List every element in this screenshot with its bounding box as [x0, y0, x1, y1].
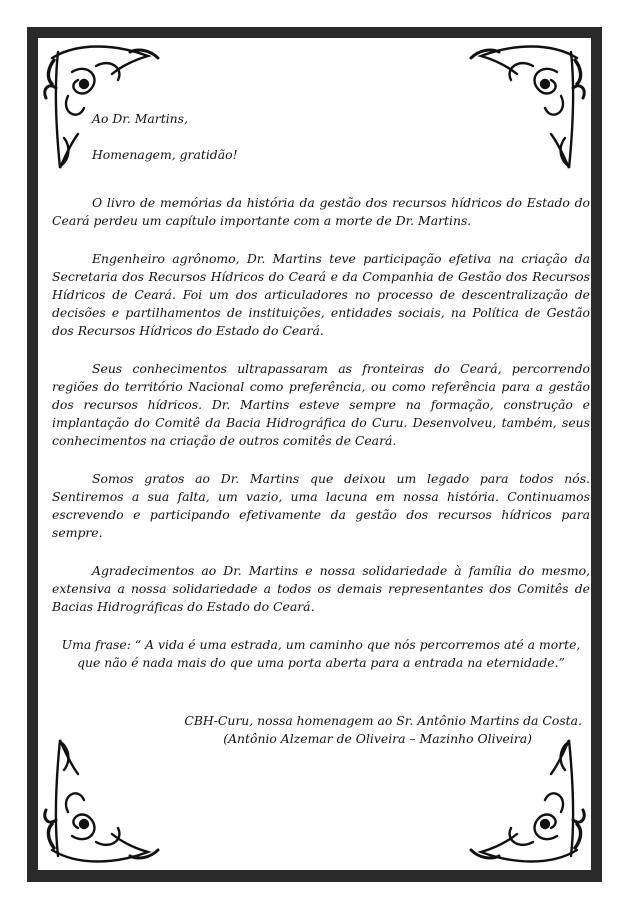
salutation: Ao Dr. Martins,	[92, 111, 188, 126]
quote: Uma frase: “ A vida é uma estrada, um caminho que nós percorremos até a morte, que não é nada mais do que uma porta aberta para a entrada na eternidade.”	[61, 637, 581, 670]
signature-author: (Antônio Alzemar de Oliveira – Mazinho Oliveira)	[223, 731, 532, 746]
paragraph: Seus conhecimentos ultrapassaram as fronteiras do Ceará, percorrendo regiões do território Nacional como preferência, ou como referência para a gestão dos recursos hídricos. Dr. Martins esteve sempre na formação, construção e implantação do Comitê da Bacia Hidrográfica do Curu. Desenvolveu, também, seus conhecimentos na criação de outros comitês de Ceará.	[52, 361, 590, 448]
paragraph: O livro de memórias da história da gestão dos recursos hídricos do Estado do Ceará perdeu um capítulo importante com a morte de Dr. Martins.	[52, 195, 590, 228]
tribute-line: Homenagem, gratidão!	[92, 147, 238, 162]
signature-line: CBH-Curu, nossa homenagem ao Sr. Antônio Martins da Costa.	[184, 713, 582, 728]
paragraph: Agradecimentos ao Dr. Martins e nossa solidariedade à família do mesmo, extensiva a nossa solidariedade a todos os demais representantes dos Comitês de Bacias Hidrográficas do Estado do Ceará.	[52, 563, 590, 614]
paragraph: Engenheiro agrônomo, Dr. Martins teve participação efetiva na criação da Secretaria dos Recursos Hídricos do Ceará e da Companhia de Gestão dos Recursos Hídricos de Ceará. Foi um dos articuladores no processo de descentralização de decisões e partilhamentos de instituições, entidades sociais, na Política de Gestão dos Recursos Hídricos do Estado do Ceará.	[52, 251, 590, 338]
letter-body	[52, 110, 590, 748]
signature-block	[52, 712, 590, 748]
paragraph: Somos gratos ao Dr. Martins que deixou um legado para todos nós. Sentiremos a sua falta, um vazio, uma lacuna em nossa história. Continuamos escrevendo e participando efetivamente da gestão dos recursos hídricos para sempre.	[52, 471, 590, 540]
